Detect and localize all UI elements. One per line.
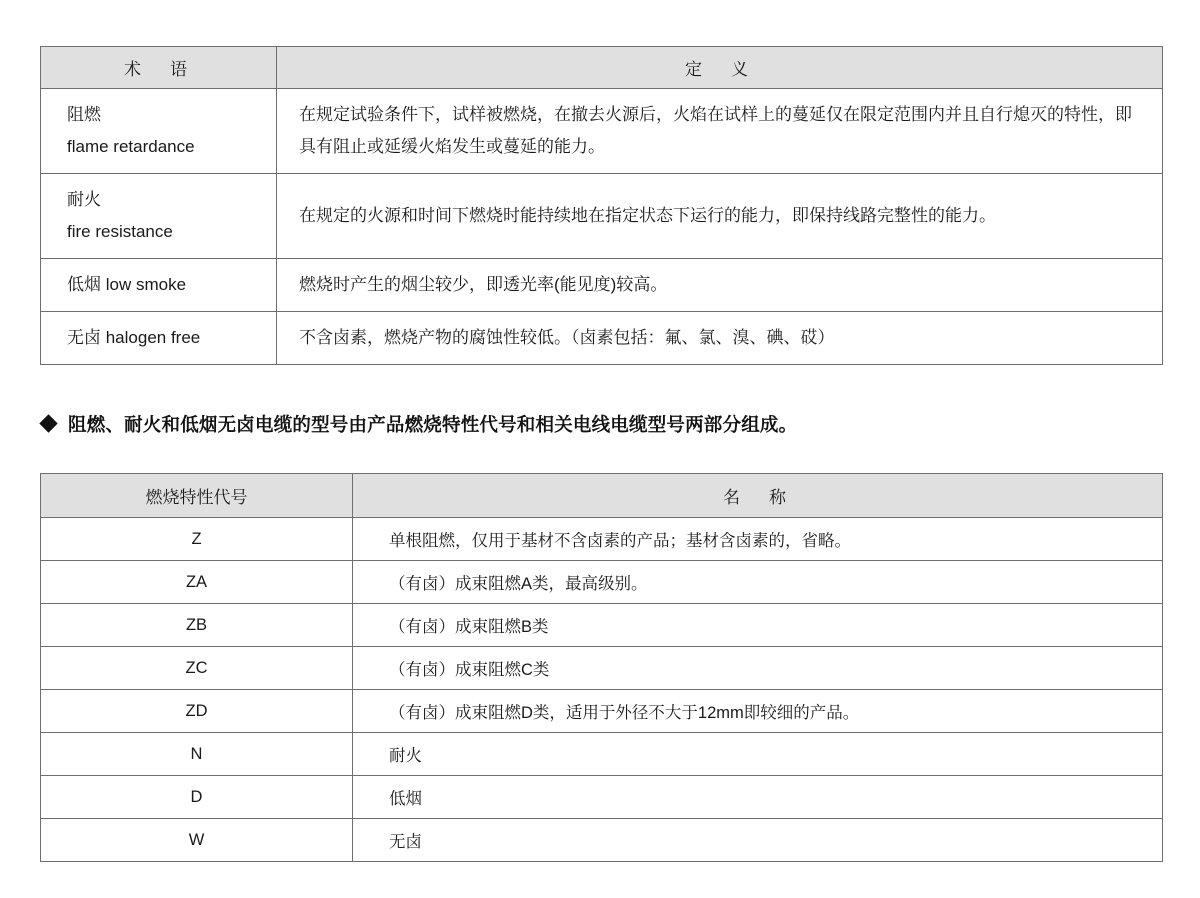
table-row (41, 89, 1163, 174)
section-heading-text: 阻燃、耐火和低烟无卤电缆的型号由产品燃烧特性代号和相关电线电缆型号两部分组成。 (68, 414, 798, 435)
diamond-bullet-icon (39, 414, 57, 432)
definition-cell: 在规定的火源和时间下燃烧时能持续地在指定状态下运行的能力，即保持线路完整性的能力。 (277, 174, 1163, 259)
code-cell: ZD (41, 690, 353, 733)
table-row (41, 733, 1163, 776)
table-header-row (41, 47, 1163, 89)
term-cell (41, 89, 277, 174)
name-cell: （有卤）成束阻燃D类，适用于外径不大于12mm即较细的产品。 (353, 690, 1163, 733)
table-row (41, 690, 1163, 733)
table-row (41, 776, 1163, 819)
table-row (41, 819, 1163, 862)
table-row (41, 174, 1163, 259)
definition-cell: 在规定试验条件下，试样被燃烧，在撤去火源后，火焰在试样上的蔓延仅在限定范围内并且自行熄灭的特性，即具有阻止或延缓火焰发生或蔓延的能力。 (277, 89, 1163, 174)
code-cell: Z (41, 518, 353, 561)
name-cell: 耐火 (353, 733, 1163, 776)
name-cell: （有卤）成束阻燃A类，最高级别。 (353, 561, 1163, 604)
definition-cell: 不含卤素，燃烧产物的腐蚀性较低。（卤素包括：氟、氯、溴、碘、砹） (277, 312, 1163, 365)
term-chinese: 低烟 low smoke (67, 275, 187, 294)
name-cell: 单根阻燃，仅用于基材不含卤素的产品；基材含卤素的，省略。 (353, 518, 1163, 561)
section-heading (40, 411, 1160, 437)
column-header-name: 名 称 (353, 474, 1163, 518)
term-english: fire resistance (67, 222, 173, 241)
term-cell (41, 312, 277, 365)
term-english: flame retardance (67, 137, 195, 156)
table-row (41, 561, 1163, 604)
table-row (41, 259, 1163, 312)
table-row (41, 647, 1163, 690)
table-row (41, 604, 1163, 647)
term-cell (41, 259, 277, 312)
table-row (41, 312, 1163, 365)
term-chinese: 耐火 (67, 190, 101, 209)
code-cell: ZC (41, 647, 353, 690)
term-cell (41, 174, 277, 259)
definition-cell: 燃烧时产生的烟尘较少，即透光率(能见度)较高。 (277, 259, 1163, 312)
code-cell: W (41, 819, 353, 862)
name-cell: 低烟 (353, 776, 1163, 819)
term-chinese: 阻燃 (67, 105, 101, 124)
terms-definitions-table (40, 46, 1163, 365)
column-header-term: 术 语 (41, 47, 277, 89)
table-header-row (41, 474, 1163, 518)
column-header-definition: 定 义 (277, 47, 1163, 89)
code-cell: D (41, 776, 353, 819)
table-row (41, 518, 1163, 561)
term-chinese: 无卤 halogen free (67, 328, 201, 347)
burning-characteristic-codes-table (40, 473, 1163, 862)
column-header-code: 燃烧特性代号 (41, 474, 353, 518)
code-cell: ZA (41, 561, 353, 604)
code-cell: ZB (41, 604, 353, 647)
name-cell: （有卤）成束阻燃B类 (353, 604, 1163, 647)
name-cell: 无卤 (353, 819, 1163, 862)
name-cell: （有卤）成束阻燃C类 (353, 647, 1163, 690)
code-cell: N (41, 733, 353, 776)
